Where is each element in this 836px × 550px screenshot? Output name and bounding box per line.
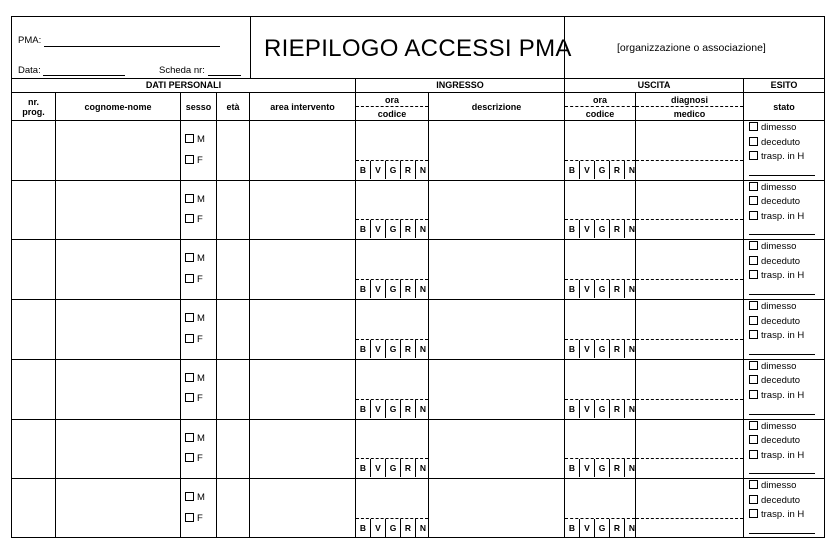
triage-code-g[interactable]: G xyxy=(595,161,610,179)
checkbox-icon[interactable] xyxy=(185,214,194,223)
triage-code-g[interactable]: G xyxy=(386,519,401,537)
checkbox-icon[interactable] xyxy=(749,435,758,444)
sex-option-f[interactable] xyxy=(185,513,203,524)
sex-option-m[interactable] xyxy=(185,313,205,324)
checkbox-icon[interactable] xyxy=(185,393,194,402)
sex-option-m[interactable] xyxy=(185,492,205,503)
col-eta: età xyxy=(226,102,240,112)
triage-code-b[interactable]: B xyxy=(356,340,371,358)
esito-option[interactable] xyxy=(749,150,804,165)
sex-option-label: F xyxy=(197,453,203,464)
checkbox-icon[interactable] xyxy=(749,450,758,459)
triage-code-r[interactable]: R xyxy=(610,340,625,358)
ingresso-triage-codes xyxy=(356,459,430,477)
sex-option-label: F xyxy=(197,393,203,405)
esito-option-label: deceduto xyxy=(761,494,801,506)
esito-option-label: dimesso xyxy=(761,360,797,372)
checkbox-icon[interactable] xyxy=(749,361,758,370)
esito-option[interactable] xyxy=(749,240,804,255)
triage-code-r[interactable]: R xyxy=(401,340,416,358)
section-uscita: USCITA xyxy=(637,80,671,90)
checkbox-icon[interactable] xyxy=(749,316,758,325)
uscita-triage-codes xyxy=(565,280,639,298)
triage-code-b[interactable]: B xyxy=(565,280,580,298)
esito-option[interactable] xyxy=(749,269,804,284)
sex-option-label: F xyxy=(197,273,203,285)
esito-options xyxy=(749,360,804,404)
triage-code-b[interactable]: B xyxy=(565,161,580,179)
esito-option-label: dimesso xyxy=(761,181,797,193)
esito-options xyxy=(749,300,804,344)
esito-option-label: dimesso xyxy=(761,301,797,313)
esito-option[interactable] xyxy=(749,136,804,151)
sex-option-m[interactable] xyxy=(185,373,205,384)
triage-code-g[interactable]: G xyxy=(386,340,401,358)
triage-code-g[interactable]: G xyxy=(595,280,610,298)
triage-code-r[interactable]: R xyxy=(610,161,625,179)
esito-option[interactable] xyxy=(749,508,804,523)
triage-code-n[interactable]: N xyxy=(628,284,636,295)
esito-options xyxy=(749,181,804,225)
checkbox-icon[interactable] xyxy=(749,151,758,160)
triage-code-v[interactable]: V xyxy=(371,340,386,358)
sex-option-label: F xyxy=(197,214,203,226)
sex-option-m[interactable] xyxy=(185,433,205,444)
triage-code-r[interactable]: R xyxy=(610,519,625,537)
triage-code-v[interactable]: V xyxy=(371,400,386,418)
checkbox-icon[interactable] xyxy=(185,253,194,262)
esito-option-label: trasp. in H xyxy=(761,389,805,401)
col-prog: prog. xyxy=(22,107,45,117)
checkbox-icon[interactable] xyxy=(749,122,758,131)
sex-option-f[interactable] xyxy=(185,453,203,464)
esito-option-label: deceduto xyxy=(761,435,801,446)
triage-code-n[interactable]: N xyxy=(419,522,427,533)
triage-code-v[interactable]: V xyxy=(580,519,595,537)
pma-label: PMA: xyxy=(18,35,42,46)
section-dati-personali: DATI PERSONALI xyxy=(145,80,222,90)
checkbox-icon[interactable] xyxy=(749,182,758,191)
pma-field[interactable] xyxy=(44,46,220,47)
triage-code-n[interactable]: N xyxy=(628,463,636,474)
triage-code-v[interactable]: V xyxy=(580,280,595,298)
esito-option-label: trasp. in H xyxy=(761,210,805,222)
triage-code-r[interactable]: R xyxy=(401,459,416,477)
esito-option[interactable] xyxy=(749,479,804,494)
checkbox-icon[interactable] xyxy=(749,421,758,430)
checkbox-icon[interactable] xyxy=(185,155,194,164)
esito-option[interactable] xyxy=(749,494,804,509)
esito-option[interactable] xyxy=(749,300,804,315)
triage-code-v[interactable]: V xyxy=(371,519,386,537)
col-area-intervento: area intervento xyxy=(270,102,335,112)
col-descrizione: descrizione xyxy=(471,102,522,112)
ingresso-triage-codes xyxy=(356,220,430,238)
triage-code-n[interactable]: N xyxy=(419,343,427,354)
ingresso-triage-codes xyxy=(356,280,430,298)
triage-code-v[interactable]: V xyxy=(580,400,595,418)
triage-code-v[interactable]: V xyxy=(580,459,595,477)
triage-code-b[interactable]: B xyxy=(356,280,371,298)
col-uscita-ora: ora xyxy=(592,95,607,105)
triage-code-r[interactable]: R xyxy=(401,220,416,238)
triage-code-g[interactable]: G xyxy=(386,400,401,418)
triage-code-g[interactable]: G xyxy=(595,340,610,358)
triage-code-v[interactable]: V xyxy=(580,220,595,238)
sex-option-label: M xyxy=(197,372,205,384)
uscita-triage-codes xyxy=(565,161,639,179)
esito-option[interactable] xyxy=(749,420,804,435)
uscita-triage-codes xyxy=(565,220,639,238)
data-field[interactable] xyxy=(43,75,125,76)
triage-code-n[interactable]: N xyxy=(628,164,636,175)
sex-option-label: F xyxy=(197,333,203,345)
triage-code-n[interactable]: N xyxy=(628,224,636,235)
triage-code-n[interactable]: N xyxy=(419,224,427,235)
triage-code-g[interactable]: G xyxy=(386,459,401,477)
sex-option-label: F xyxy=(197,154,203,166)
ingresso-triage-codes xyxy=(356,161,430,179)
triage-code-b[interactable]: B xyxy=(356,400,371,418)
checkbox-icon[interactable] xyxy=(749,256,758,265)
triage-code-n[interactable]: N xyxy=(628,403,636,414)
checkbox-icon[interactable] xyxy=(185,274,194,283)
triage-code-n[interactable]: N xyxy=(419,164,427,175)
checkbox-icon[interactable] xyxy=(749,241,758,250)
checkbox-icon[interactable] xyxy=(185,433,194,442)
checkbox-icon[interactable] xyxy=(749,509,758,518)
ingresso-triage-codes xyxy=(356,340,430,358)
esito-option[interactable] xyxy=(749,195,804,210)
triage-code-g[interactable]: G xyxy=(595,400,610,418)
section-ingresso: INGRESSO xyxy=(436,80,484,90)
checkbox-icon[interactable] xyxy=(185,194,194,203)
triage-code-r[interactable]: R xyxy=(610,220,625,238)
sex-option-m[interactable] xyxy=(185,194,205,205)
col-cognome-nome: cognome-nome xyxy=(84,102,152,112)
uscita-triage-codes xyxy=(565,459,639,477)
col-diagnosi: diagnosi xyxy=(670,95,708,105)
esito-option-label: trasp. in H xyxy=(761,509,805,521)
scheda-label: Scheda nr: xyxy=(159,65,205,76)
triage-code-v[interactable]: V xyxy=(371,220,386,238)
sex-option-label: M xyxy=(197,253,205,265)
esito-option[interactable] xyxy=(749,329,804,344)
col-sesso: sesso xyxy=(185,102,212,112)
sex-option-f[interactable] xyxy=(185,155,203,166)
triage-code-r[interactable]: R xyxy=(401,280,416,298)
ingresso-triage-codes xyxy=(356,519,430,537)
triage-code-r[interactable]: R xyxy=(610,400,625,418)
ingresso-triage-codes xyxy=(356,400,430,418)
triage-code-r[interactable]: R xyxy=(401,519,416,537)
triage-code-r[interactable]: R xyxy=(401,400,416,418)
section-esito: ESITO xyxy=(770,80,798,90)
triage-code-r[interactable]: R xyxy=(610,459,625,477)
triage-code-b[interactable]: B xyxy=(356,220,371,238)
checkbox-icon[interactable] xyxy=(185,513,194,522)
triage-code-v[interactable]: V xyxy=(580,340,595,358)
sex-option-label: F xyxy=(197,512,203,524)
esito-option-label: trasp. in H xyxy=(761,151,805,162)
esito-option-label: trasp. in H xyxy=(761,270,805,282)
esito-option[interactable] xyxy=(749,210,804,225)
esito-option-label: deceduto xyxy=(761,315,801,327)
esito-option[interactable] xyxy=(749,121,804,136)
triage-code-g[interactable]: G xyxy=(386,220,401,238)
triage-code-v[interactable]: V xyxy=(371,280,386,298)
triage-code-v[interactable]: V xyxy=(580,161,595,179)
triage-code-n[interactable]: N xyxy=(419,403,427,414)
access-summary-form xyxy=(11,16,825,538)
triage-code-b[interactable]: B xyxy=(356,519,371,537)
triage-code-g[interactable]: G xyxy=(595,519,610,537)
checkbox-icon[interactable] xyxy=(749,480,758,489)
col-stato: stato xyxy=(773,102,795,112)
esito-option-label: dimesso xyxy=(761,420,797,432)
sex-option-m[interactable] xyxy=(185,253,205,264)
page-title: RIEPILOGO ACCESSI PMA xyxy=(264,35,572,62)
sex-option-m[interactable] xyxy=(185,134,205,145)
esito-options xyxy=(749,420,804,464)
checkbox-icon[interactable] xyxy=(185,313,194,322)
triage-code-g[interactable]: G xyxy=(595,220,610,238)
checkbox-icon[interactable] xyxy=(185,334,194,343)
checkbox-icon[interactable] xyxy=(749,137,758,146)
checkbox-icon[interactable] xyxy=(749,196,758,205)
checkbox-icon[interactable] xyxy=(185,373,194,382)
checkbox-icon[interactable] xyxy=(749,330,758,339)
sex-option-f[interactable] xyxy=(185,214,203,225)
esito-option[interactable] xyxy=(749,255,804,270)
esito-option[interactable] xyxy=(749,389,804,404)
triage-code-n[interactable]: N xyxy=(419,463,427,474)
col-uscita-codice: codice xyxy=(585,109,615,119)
triage-code-b[interactable]: B xyxy=(565,519,580,537)
col-nr: nr. xyxy=(27,97,39,107)
esito-option-label: deceduto xyxy=(761,255,801,267)
checkbox-icon[interactable] xyxy=(185,492,194,501)
col-ingresso-codice: codice xyxy=(377,109,407,119)
sex-option-label: M xyxy=(197,193,205,205)
sex-option-label: M xyxy=(197,492,205,504)
triage-code-b[interactable]: B xyxy=(356,161,371,179)
data-label: Data: xyxy=(18,65,41,76)
esito-option[interactable] xyxy=(749,181,804,196)
triage-code-v[interactable]: V xyxy=(371,161,386,179)
triage-code-b[interactable]: B xyxy=(565,220,580,238)
col-medico: medico xyxy=(673,109,706,119)
uscita-triage-codes xyxy=(565,400,639,418)
sex-option-f[interactable] xyxy=(185,393,203,404)
col-ingresso-ora: ora xyxy=(384,95,399,105)
esito-option-label: deceduto xyxy=(761,375,801,387)
triage-code-n[interactable]: N xyxy=(419,284,427,295)
triage-code-g[interactable]: G xyxy=(595,459,610,477)
triage-code-b[interactable]: B xyxy=(356,459,371,477)
triage-code-n[interactable]: N xyxy=(628,522,636,533)
esito-option-label: trasp. in H xyxy=(761,330,805,342)
triage-code-g[interactable]: G xyxy=(386,161,401,179)
sex-option-label: M xyxy=(197,432,205,444)
sex-option-f[interactable] xyxy=(185,334,203,345)
esito-option-label: deceduto xyxy=(761,196,801,208)
checkbox-icon[interactable] xyxy=(749,301,758,310)
triage-code-v[interactable]: V xyxy=(371,459,386,477)
checkbox-icon[interactable] xyxy=(749,390,758,399)
esito-option[interactable] xyxy=(749,374,804,389)
sex-option-f[interactable] xyxy=(185,274,203,285)
triage-code-b[interactable]: B xyxy=(565,400,580,418)
sex-option-label: M xyxy=(197,134,205,145)
sex-option-label: M xyxy=(197,313,205,325)
checkbox-icon[interactable] xyxy=(749,495,758,504)
triage-code-g[interactable]: G xyxy=(386,280,401,298)
scheda-field[interactable] xyxy=(208,75,241,76)
esito-option-label: deceduto xyxy=(761,136,801,148)
triage-code-b[interactable]: B xyxy=(565,340,580,358)
checkbox-icon[interactable] xyxy=(185,134,194,143)
uscita-triage-codes xyxy=(565,340,639,358)
triage-code-n[interactable]: N xyxy=(628,343,636,354)
checkbox-icon[interactable] xyxy=(185,453,194,462)
esito-option-label: dimesso xyxy=(761,241,797,253)
triage-code-b[interactable]: B xyxy=(565,459,580,477)
esito-option[interactable] xyxy=(749,315,804,330)
triage-code-r[interactable]: R xyxy=(401,161,416,179)
checkbox-icon[interactable] xyxy=(749,211,758,220)
esito-options xyxy=(749,121,804,165)
uscita-triage-codes xyxy=(565,519,639,537)
esito-option-label: dimesso xyxy=(761,122,797,133)
esito-option[interactable] xyxy=(749,360,804,375)
triage-code-r[interactable]: R xyxy=(610,280,625,298)
organization-placeholder: [organizzazione o associazione] xyxy=(617,42,766,54)
checkbox-icon[interactable] xyxy=(749,270,758,279)
esito-option-label: dimesso xyxy=(761,480,797,492)
esito-option-label: trasp. in H xyxy=(761,449,805,461)
esito-option[interactable] xyxy=(749,434,804,449)
esito-options xyxy=(749,479,804,523)
esito-options xyxy=(749,240,804,284)
checkbox-icon[interactable] xyxy=(749,375,758,384)
esito-option[interactable] xyxy=(749,449,804,464)
